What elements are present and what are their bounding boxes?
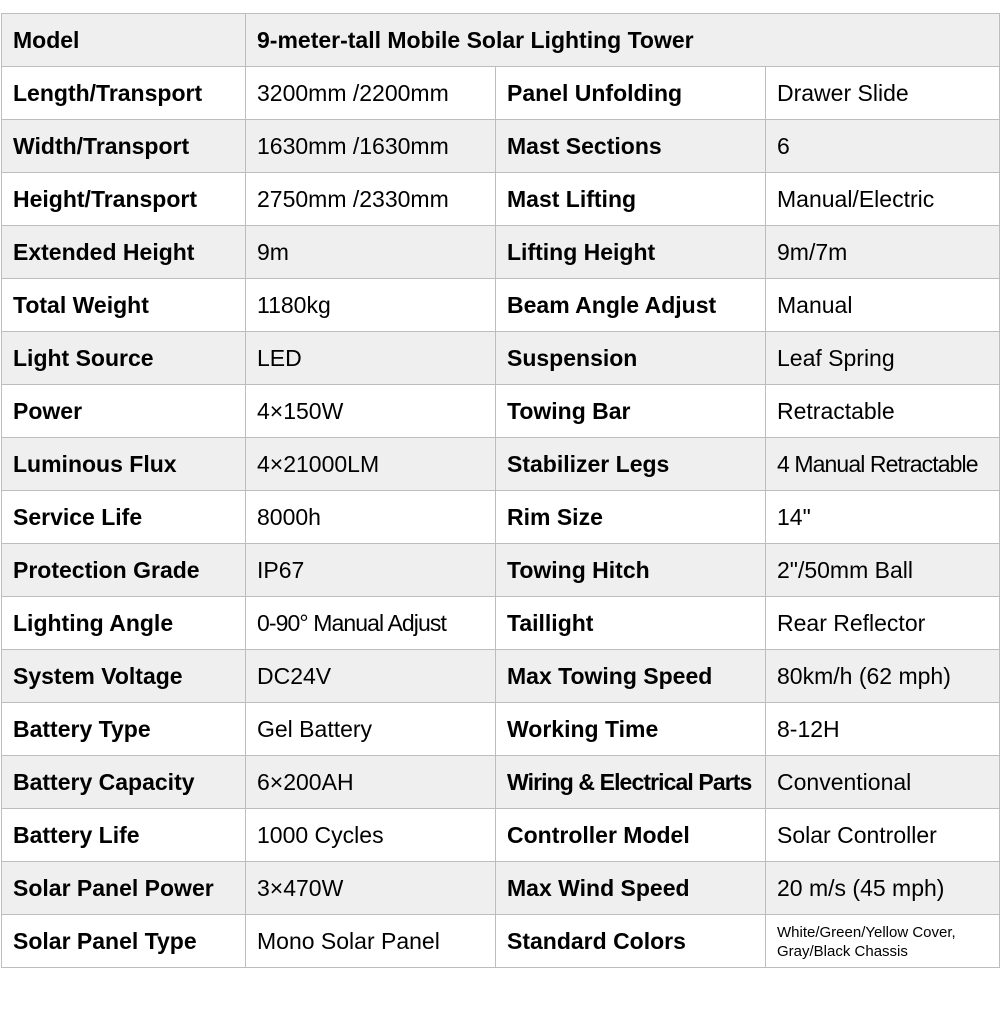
spec-label: Max Towing Speed xyxy=(496,650,766,703)
spec-value: Solar Controller xyxy=(766,809,1000,862)
table-row xyxy=(2,385,1000,438)
spec-label: Total Weight xyxy=(2,279,246,332)
spec-value: 3200mm /2200mm xyxy=(246,67,496,120)
model-label: Model xyxy=(2,14,246,67)
spec-value: IP67 xyxy=(246,544,496,597)
spec-value: 4 Manual Retractable xyxy=(766,438,1000,491)
spec-value: 80km/h (62 mph) xyxy=(766,650,1000,703)
spec-label: Solar Panel Power xyxy=(2,862,246,915)
spec-label: Extended Height xyxy=(2,226,246,279)
spec-table-body xyxy=(2,14,1000,968)
spec-label: Protection Grade xyxy=(2,544,246,597)
spec-value: DC24V xyxy=(246,650,496,703)
spec-value: 0-90° Manual Adjust xyxy=(246,597,496,650)
spec-value: Conventional xyxy=(766,756,1000,809)
spec-value: 2"/50mm Ball xyxy=(766,544,1000,597)
spec-value: Retractable xyxy=(766,385,1000,438)
table-row xyxy=(2,491,1000,544)
spec-label: Battery Life xyxy=(2,809,246,862)
table-row xyxy=(2,915,1000,968)
spec-value: 20 m/s (45 mph) xyxy=(766,862,1000,915)
spec-label: Controller Model xyxy=(496,809,766,862)
table-row xyxy=(2,279,1000,332)
model-value: 9-meter-tall Mobile Solar Lighting Tower xyxy=(246,14,1000,67)
spec-label: Suspension xyxy=(496,332,766,385)
spec-label: Max Wind Speed xyxy=(496,862,766,915)
table-row xyxy=(2,67,1000,120)
spec-label: Luminous Flux xyxy=(2,438,246,491)
spec-label: Length/Transport xyxy=(2,67,246,120)
spec-label: Solar Panel Type xyxy=(2,915,246,968)
spec-label: Battery Capacity xyxy=(2,756,246,809)
table-row xyxy=(2,862,1000,915)
spec-value: 6×200AH xyxy=(246,756,496,809)
spec-value: Rear Reflector xyxy=(766,597,1000,650)
spec-label: Stabilizer Legs xyxy=(496,438,766,491)
spec-label: Width/Transport xyxy=(2,120,246,173)
spec-label: Working Time xyxy=(496,703,766,756)
spec-label: Height/Transport xyxy=(2,173,246,226)
spec-value: LED xyxy=(246,332,496,385)
spec-label: Mast Lifting xyxy=(496,173,766,226)
table-row-model xyxy=(2,14,1000,67)
spec-table xyxy=(1,13,1000,968)
standard-colors-line-2: Gray/Black Chassis xyxy=(777,943,908,960)
spec-value: 3×470W xyxy=(246,862,496,915)
spec-value: 14" xyxy=(766,491,1000,544)
spec-label: Battery Type xyxy=(2,703,246,756)
spec-label: Light Source xyxy=(2,332,246,385)
spec-label: Service Life xyxy=(2,491,246,544)
standard-colors-value xyxy=(766,915,1000,968)
spec-value: 4×21000LM xyxy=(246,438,496,491)
spec-label: Wiring & Electrical Parts xyxy=(496,756,766,809)
spec-value: 9m/7m xyxy=(766,226,1000,279)
spec-value: 6 xyxy=(766,120,1000,173)
spec-value: 1000 Cycles xyxy=(246,809,496,862)
spec-label: Lifting Height xyxy=(496,226,766,279)
spec-value: 2750mm /2330mm xyxy=(246,173,496,226)
table-row xyxy=(2,226,1000,279)
spec-value: 9m xyxy=(246,226,496,279)
table-row xyxy=(2,703,1000,756)
spec-label: Panel Unfolding xyxy=(496,67,766,120)
spec-value: 1180kg xyxy=(246,279,496,332)
table-row xyxy=(2,438,1000,491)
spec-label: System Voltage xyxy=(2,650,246,703)
table-row xyxy=(2,120,1000,173)
standard-colors-line-1: White/Green/Yellow Cover, xyxy=(777,923,956,941)
table-row xyxy=(2,544,1000,597)
spec-label: Towing Bar xyxy=(496,385,766,438)
table-row xyxy=(2,756,1000,809)
table-row xyxy=(2,650,1000,703)
table-row xyxy=(2,332,1000,385)
spec-label: Mast Sections xyxy=(496,120,766,173)
spec-label: Standard Colors xyxy=(496,915,766,968)
spec-value: 1630mm /1630mm xyxy=(246,120,496,173)
spec-value: Mono Solar Panel xyxy=(246,915,496,968)
spec-label: Lighting Angle xyxy=(2,597,246,650)
spec-value: 8000h xyxy=(246,491,496,544)
table-row xyxy=(2,173,1000,226)
spec-value: Manual xyxy=(766,279,1000,332)
table-row xyxy=(2,809,1000,862)
spec-value: Leaf Spring xyxy=(766,332,1000,385)
spec-value: 4×150W xyxy=(246,385,496,438)
spec-label: Taillight xyxy=(496,597,766,650)
spec-value: Drawer Slide xyxy=(766,67,1000,120)
spec-value: 8-12H xyxy=(766,703,1000,756)
spec-label: Power xyxy=(2,385,246,438)
spec-value: Gel Battery xyxy=(246,703,496,756)
spec-value: Manual/Electric xyxy=(766,173,1000,226)
spec-label: Towing Hitch xyxy=(496,544,766,597)
spec-label: Beam Angle Adjust xyxy=(496,279,766,332)
table-row xyxy=(2,597,1000,650)
spec-label: Rim Size xyxy=(496,491,766,544)
